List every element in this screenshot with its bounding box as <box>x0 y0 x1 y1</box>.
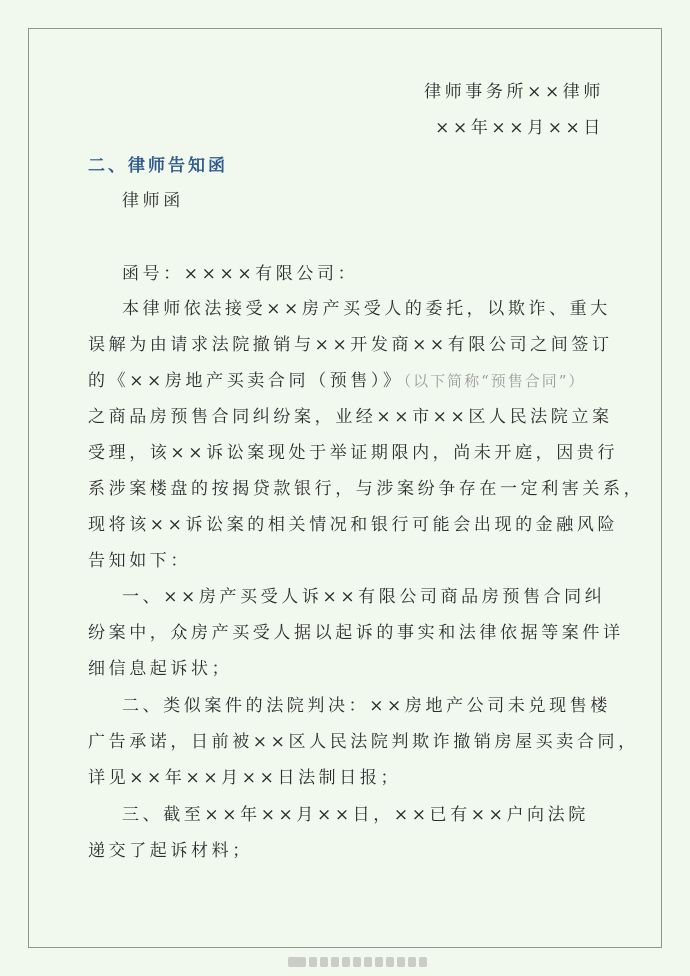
para1-line: 误解为由请求法院撤销与××开发商××有限公司之间签订 <box>88 335 613 355</box>
item2-line: 二、类似案件的法院判决：××房地产公司未兑现售楼 <box>122 696 611 716</box>
date-line: ××年××月××日 <box>435 118 604 138</box>
item1-line: 细信息起诉状； <box>88 659 233 679</box>
reference-line: 函号：××××有限公司： <box>122 264 359 284</box>
item3-line: 递交了起诉材料； <box>88 841 253 861</box>
letter-title: 律师函 <box>122 191 184 211</box>
item2-line: 详见××年××月××日法制日报； <box>88 768 402 788</box>
item1-line: 一、××房产买受人诉××有限公司商品房预售合同纠 <box>122 587 606 607</box>
section-heading: 二、律师告知函 <box>88 156 228 176</box>
para1-line: 系涉案楼盘的按揭贷款银行，与涉案纷争存在一定利害关系， <box>88 479 645 499</box>
item3-line: 三、截至××年××月××日，××已有××户向法院 <box>122 805 589 825</box>
abbreviation-note: （以下简称“预售合同”） <box>403 372 586 390</box>
item2-line: 广告承诺，日前被××区人民法院判欺诈撤销房屋买卖合同， <box>88 732 639 752</box>
para1-line: 现将该××诉讼案的相关情况和银行可能会出现的金融风险 <box>88 515 619 535</box>
contract-name: 的《××房地产买卖合同（预售）》 <box>88 371 404 391</box>
watermark-logo <box>288 957 427 967</box>
para1-line: 之商品房预售合同纠纷案，业经××市××区人民法院立案 <box>88 407 613 427</box>
item1-line: 纷案中，众房产买受人据以起诉的事实和法律依据等案件详 <box>88 623 624 643</box>
para1-line: 告知如下： <box>88 551 191 571</box>
para1-line <box>88 369 585 393</box>
para1-line: 受理，该××诉讼案现处于举证期限内，尚未开庭，因贵行 <box>88 443 619 463</box>
sender-line: 律师事务所××律师 <box>424 82 604 102</box>
para1-line: 本律师依法接受××房产买受人的委托，以欺诈、重大 <box>122 299 611 319</box>
